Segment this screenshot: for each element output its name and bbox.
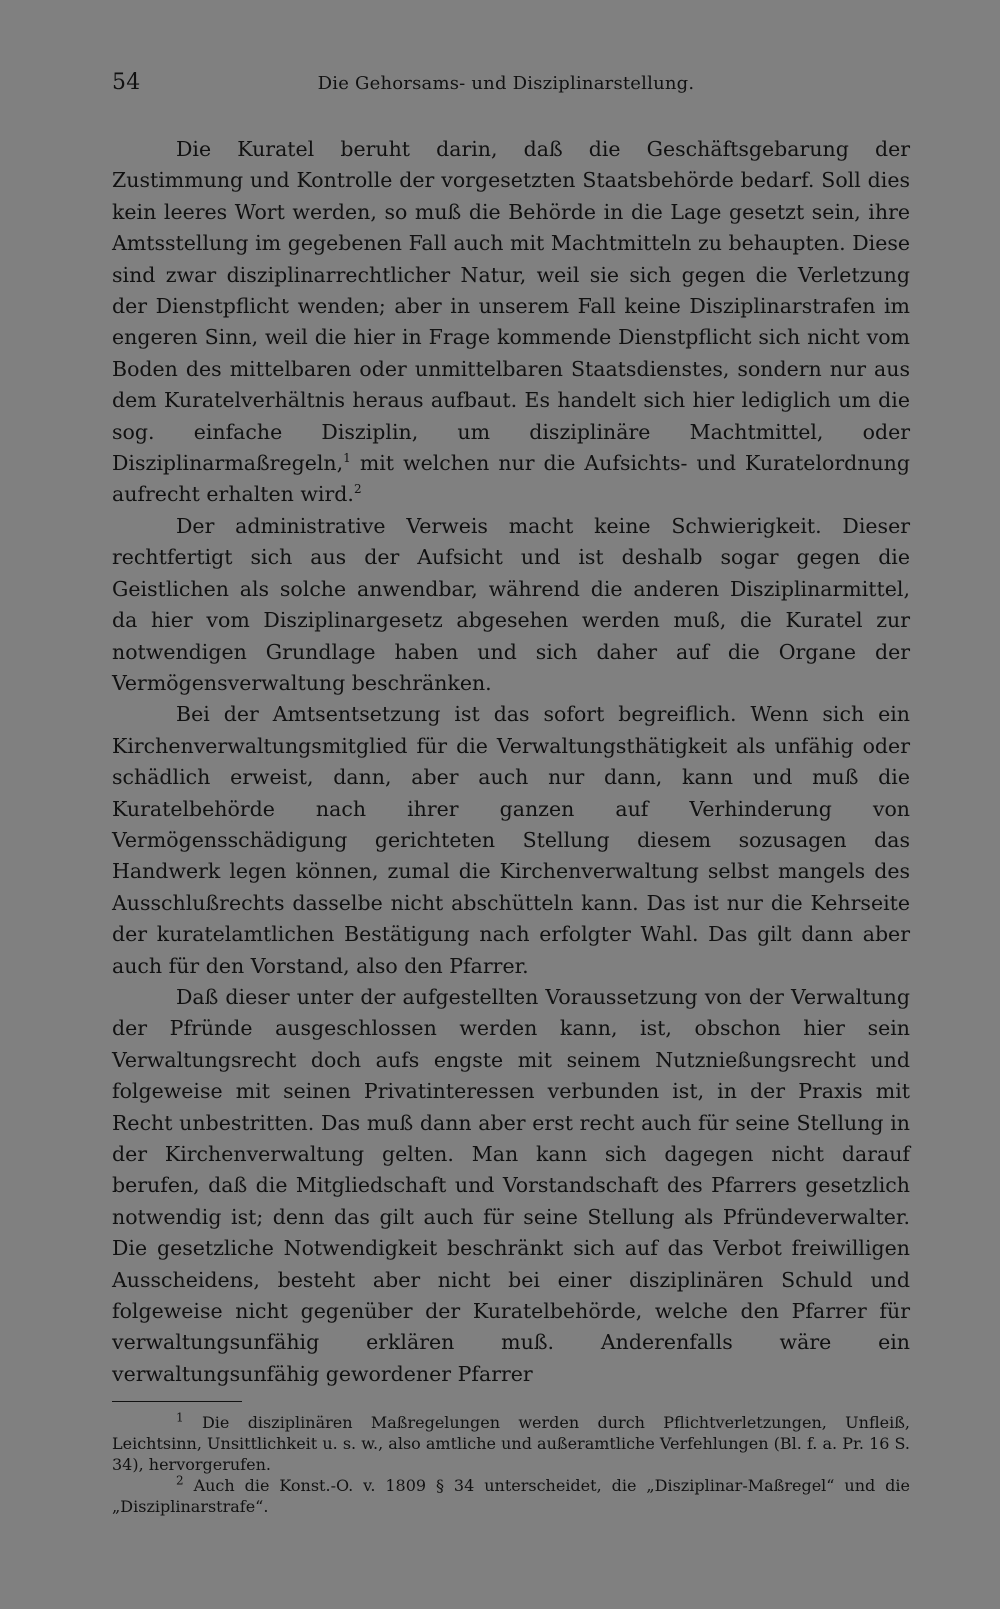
paragraph xyxy=(112,134,910,511)
footnote xyxy=(112,1475,910,1517)
footnotes xyxy=(112,1412,910,1517)
footnote-text: Auch die Konst.-O. v. 1809 § 34 unterscheidet, die „Disziplinar-Maßregel“ und die „Disziplinarstrafe“. xyxy=(112,1476,910,1517)
paragraph: Der administrative Verweis macht keine Schwierigkeit. Dieser rechtfertigt sich aus der Aufsicht und ist deshalb sogar gegen die Geistlichen als solche anwendbar, während die anderen Disziplinarmittel, da hier vom Disziplinargesetz abgesehen werden muß, die Kuratel zur notwendigen Grundlage haben und sich daher auf die Organe der Vermögensverwaltung beschränken. xyxy=(112,513,910,695)
running-header xyxy=(112,70,910,110)
footnote xyxy=(112,1412,910,1475)
book-page xyxy=(112,70,910,1517)
footnote-divider xyxy=(112,1401,242,1402)
footnote-text: Die disziplinären Maßregelungen werden durch Pflichtverletzungen, Unfleiß, Leichtsinn, Unsittlichkeit u. s. w., also amtliche und außeramtliche Verfehlungen (Bl. f. a. Pr. 16 S. 34), hervorgerufen. xyxy=(112,1413,910,1475)
page-number: 54 xyxy=(112,70,141,95)
paragraph: Daß dieser unter der aufgestellten Voraussetzung von der Verwaltung der Pfründe ausgeschlossen werden kann, ist, obschon hier sein Verwaltungsrecht doch aufs engste mit seinem Nutznießungsrecht und folgeweise mit seinen Privatinteressen verbunden ist, in der Praxis mit Recht unbestritten. Das muß dann aber erst recht auch für seine Stellung in der Kirchenverwaltung gelten. Man kann sich dagegen nicht darauf berufen, daß die Mitgliedschaft und Vorstandschaft des Pfarrers gesetzlich notwendig ist; denn das gilt auch für seine Stellung als Pfründeverwalter. Die gesetzliche Notwendigkeit beschränkt sich auf das Verbot freiwilligen Ausscheidens, besteht aber nicht bei einer disziplinären Schuld und folgeweise nicht gegenüber der Kuratelbehörde, welche den Pfarrer für verwaltungsunfähig erklären muß. Anderenfalls wäre ein verwaltungsunfähig gewordener Pfarrer xyxy=(112,984,910,1386)
paragraph-text: mit welchen nur die Aufsichts- und Kuratelordnung aufrecht erhalten wird. xyxy=(112,451,910,507)
footnote-mark: 1 xyxy=(176,1410,184,1425)
footnote-mark: 2 xyxy=(176,1473,184,1488)
running-title: Die Gehorsams- und Disziplinarstellung. xyxy=(317,73,695,94)
main-text xyxy=(112,134,910,1390)
paragraph: Bei der Amtsentsetzung ist das sofort begreiflich. Wenn sich ein Kirchenverwaltungsmitglied für die Verwaltungsthätigkeit als unfähig oder schädlich erweist, dann, aber auch nur dann, kann und muß die Kuratelbehörde nach ihrer ganzen auf Verhinderung von Vermögensschädigung gerichteten Stellung diesem sozusagen das Handwerk legen können, zumal die Kirchenverwaltung selbst mangels des Ausschlußrechts dasselbe nicht abschütteln kann. Das ist nur die Kehrseite der kuratelamtlichen Bestätigung nach erfolgter Wahl. Das gilt dann aber auch für den Vorstand, also den Pfarrer. xyxy=(112,702,910,978)
footnote-ref: 2 xyxy=(353,482,362,497)
footnote-ref: 1 xyxy=(343,451,351,466)
paragraph-text: Die Kuratel beruht darin, daß die Geschäftsgebarung der Zustimmung und Kontrolle der vorgesetzten Staatsbehörde bedarf. Soll dies kein leeres Wort werden, so muß die Behörde in die Lage gesetzt sein, ihre Amtsstellung im gegebenen Fall auch mit Machtmitteln zu behaupten. Diese sind zwar disziplinarrechtlicher Natur, weil sie sich gegen die Verletzung der Dienstpflicht wenden; aber in unserem Fall keine Disziplinarstrafen im engeren Sinn, weil die hier in Frage kommende Dienstpflicht sich nicht vom Boden des mittelbaren oder unmittelbaren Staatsdienstes, sondern nur aus dem Kuratelverhältnis heraus aufbaut. Es handelt sich hier lediglich um die sog. einfache Disziplin, um disziplinäre Machtmittel, oder Disziplinarmaßregeln, xyxy=(112,137,910,476)
